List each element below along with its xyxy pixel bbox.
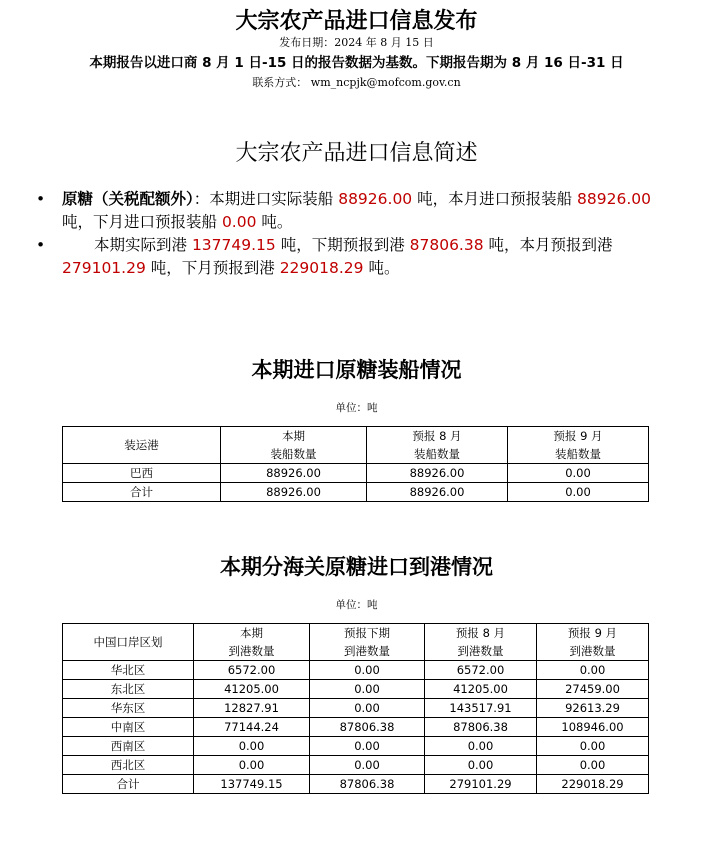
table-cell: 巴西 xyxy=(63,464,221,483)
table-cell: 0.00 xyxy=(194,737,310,756)
report-period-note: 本期报告以进口商 8 月 1 日-15 日的报告数据为基数。下期报告期为 8 月 16 日-31 日 xyxy=(89,55,624,71)
header-sublabel: 装船数量 xyxy=(270,447,317,461)
table-cell: 88926.00 xyxy=(221,483,367,502)
text-part: 吨。 xyxy=(363,259,400,277)
table-row xyxy=(63,718,649,737)
header-label: 预报 9 月 xyxy=(553,429,603,443)
table-cell: 0.00 xyxy=(310,699,425,718)
table-cell: 41205.00 xyxy=(194,680,310,699)
table-cell: 0.00 xyxy=(537,661,649,680)
header-cell xyxy=(63,427,221,464)
table-cell: 87806.38 xyxy=(310,775,425,794)
header-cell xyxy=(194,624,310,661)
table-cell: 0.00 xyxy=(310,661,425,680)
table-cell: 279101.29 xyxy=(425,775,537,794)
header-label: 预报下期 xyxy=(344,626,390,640)
table-cell: 0.00 xyxy=(425,737,537,756)
text-part: 吨，下月进口预报装船 xyxy=(62,213,222,231)
table-cell: 0.00 xyxy=(537,737,649,756)
table-cell: 中南区 xyxy=(63,718,194,737)
table-cell: 92613.29 xyxy=(537,699,649,718)
product-name: 原糖（关税配额外） xyxy=(62,190,194,208)
table-cell: 0.00 xyxy=(194,756,310,775)
table-row xyxy=(63,699,649,718)
actual-arrival-value: 137749.15 xyxy=(191,236,276,254)
table-cell: 87806.38 xyxy=(310,718,425,737)
text-part: 吨，下月预报到港 xyxy=(145,259,280,277)
header-label: 预报 9 月 xyxy=(567,626,618,640)
table-row xyxy=(63,756,649,775)
table-cell: 12827.91 xyxy=(194,699,310,718)
table-cell: 137749.15 xyxy=(194,775,310,794)
header-sublabel: 到港数量 xyxy=(569,644,616,658)
header-cell xyxy=(63,624,194,661)
next-period-arrival-value: 87806.38 xyxy=(409,236,484,254)
arrival-table xyxy=(62,623,649,794)
header-sublabel: 装船数量 xyxy=(414,447,460,461)
arrival-section-title: 本期分海关原糖进口到港情况 xyxy=(220,555,493,579)
bullet-icon: • xyxy=(36,190,46,208)
table-cell: 229018.29 xyxy=(537,775,649,794)
table-row xyxy=(63,775,649,794)
table-cell: 合计 xyxy=(63,775,194,794)
table-header-row xyxy=(63,624,649,661)
arrival-unit: 单位：吨 xyxy=(335,599,378,611)
table-cell: 0.00 xyxy=(508,483,649,502)
header-cell xyxy=(221,427,367,464)
header-sublabel: 到港数量 xyxy=(457,644,504,658)
publish-date: 发布日期：2024 年 8 月 15 日 xyxy=(279,36,434,49)
text-part: 吨，本月进口预报装船 xyxy=(412,190,578,208)
shipping-unit: 单位：吨 xyxy=(335,402,378,414)
text-part: 吨，本月预报到港 xyxy=(483,236,613,254)
actual-shipped-value: 88926.00 xyxy=(338,190,413,208)
header-sublabel: 装船数量 xyxy=(555,447,601,461)
page-title: 大宗农产品进口信息发布 xyxy=(235,9,478,34)
header-label: 装运港 xyxy=(124,438,159,452)
header-label: 预报 8 月 xyxy=(412,429,462,443)
table-cell: 88926.00 xyxy=(221,464,367,483)
table-row xyxy=(63,680,649,699)
table-cell: 东北区 xyxy=(63,680,194,699)
table-cell: 0.00 xyxy=(310,737,425,756)
table-header-row xyxy=(63,427,649,464)
summary-bullet-arrival xyxy=(36,234,676,280)
header-label: 中国口岸区划 xyxy=(93,635,163,649)
header-cell xyxy=(508,427,649,464)
header-cell xyxy=(537,624,649,661)
header-label: 预报 8 月 xyxy=(455,626,506,640)
header-label: 本期 xyxy=(240,626,263,640)
summary-bullets xyxy=(36,188,676,280)
table-cell: 华东区 xyxy=(63,699,194,718)
table-cell: 6572.00 xyxy=(425,661,537,680)
table-cell: 0.00 xyxy=(310,756,425,775)
table-cell: 华北区 xyxy=(63,661,194,680)
header-sublabel: 到港数量 xyxy=(228,644,275,658)
table-cell: 27459.00 xyxy=(537,680,649,699)
table-cell: 88926.00 xyxy=(367,464,508,483)
month-forecast-shipped-value: 88926.00 xyxy=(577,190,651,208)
bullet-icon: • xyxy=(36,236,46,254)
table-cell: 88926.00 xyxy=(367,483,508,502)
next-month-forecast-shipped-value: 0.00 xyxy=(221,213,257,231)
text-part: 吨，下期预报到港 xyxy=(275,236,410,254)
next-month-arrival-value: 229018.29 xyxy=(279,259,364,277)
table-row xyxy=(63,661,649,680)
text-part: 吨。 xyxy=(256,213,293,231)
table-cell: 0.00 xyxy=(537,756,649,775)
summary-bullet-shipping xyxy=(36,188,676,234)
table-cell: 77144.24 xyxy=(194,718,310,737)
header-cell xyxy=(367,427,508,464)
month-arrival-value: 279101.29 xyxy=(62,259,146,277)
table-row xyxy=(63,464,649,483)
header-sublabel: 到港数量 xyxy=(344,644,390,658)
table-cell: 合计 xyxy=(63,483,221,502)
header-cell xyxy=(425,624,537,661)
table-row xyxy=(63,483,649,502)
table-cell: 0.00 xyxy=(425,756,537,775)
table-cell: 41205.00 xyxy=(425,680,537,699)
shipping-section-title: 本期进口原糖装船情况 xyxy=(251,358,462,382)
contact-email[interactable]: 联系方式： wm_ncpjk@mofcom.gov.cn xyxy=(252,76,461,89)
text-part: ：本期进口实际装船 xyxy=(193,190,339,208)
table-row xyxy=(63,737,649,756)
table-cell: 6572.00 xyxy=(194,661,310,680)
shipping-table xyxy=(62,426,649,502)
header-label: 本期 xyxy=(282,429,305,443)
table-cell: 108946.00 xyxy=(537,718,649,737)
header-cell xyxy=(310,624,425,661)
summary-title: 大宗农产品进口信息简述 xyxy=(235,141,478,166)
text-part: 本期实际到港 xyxy=(94,236,192,254)
table-cell: 143517.91 xyxy=(425,699,537,718)
table-cell: 西北区 xyxy=(63,756,194,775)
table-cell: 0.00 xyxy=(508,464,649,483)
table-cell: 87806.38 xyxy=(425,718,537,737)
table-cell: 0.00 xyxy=(310,680,425,699)
table-cell: 西南区 xyxy=(63,737,194,756)
